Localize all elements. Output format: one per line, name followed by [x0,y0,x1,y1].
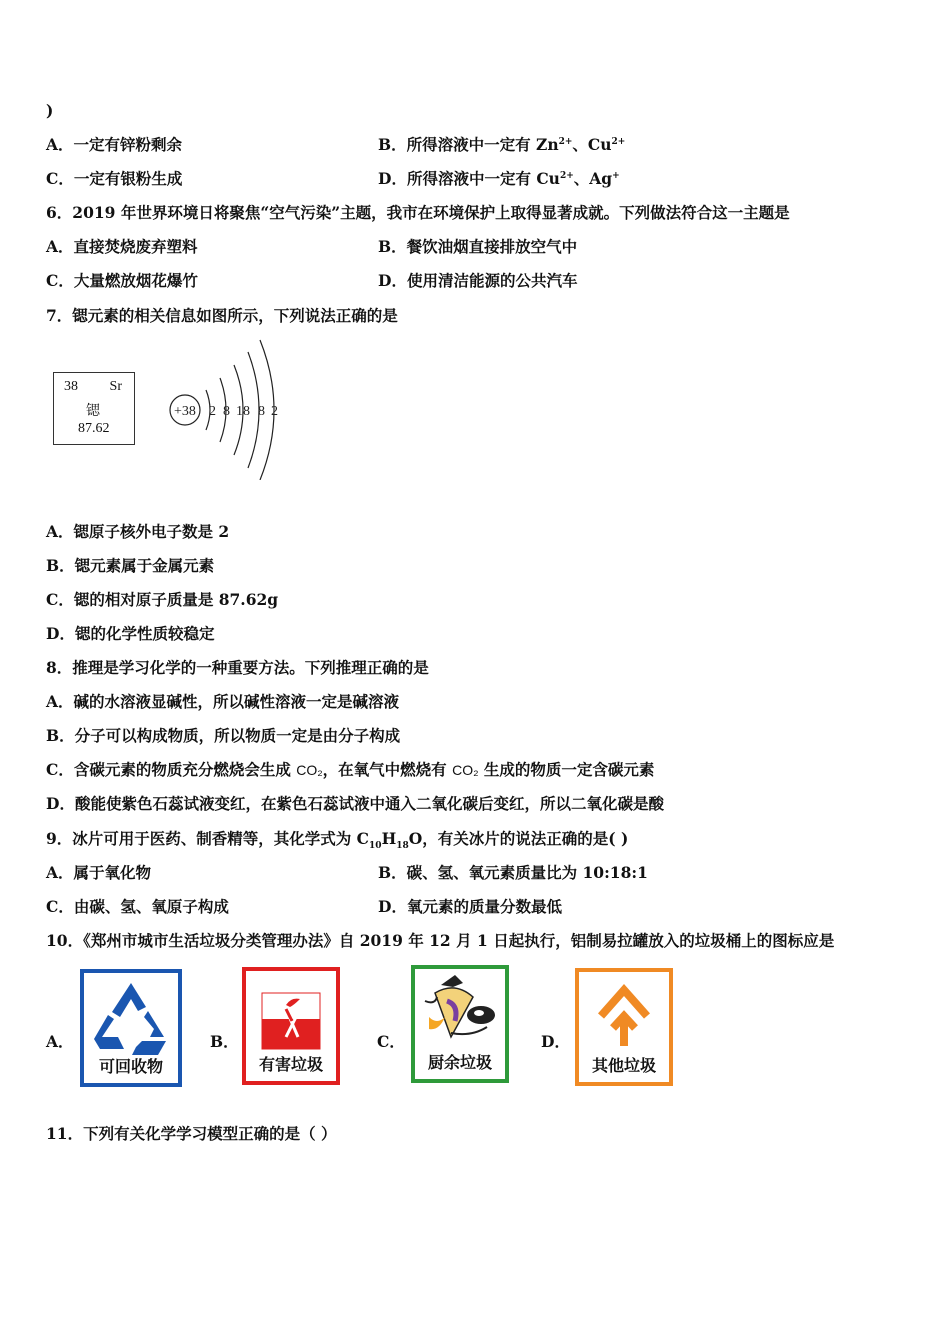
q8-option-a: A．碱的水溶液显碱性，所以碱性溶液一定是碱溶液 [46,692,400,711]
other-waste-bin-icon [575,968,673,1086]
nucleus-charge: +38 [174,404,196,419]
q10-option-a-label: A． [46,1032,74,1051]
q10-option-d-label: D． [541,1032,570,1051]
q9-option-c: C．由碳、氢、氧原子构成 [46,897,229,916]
q5-paren: ) [46,101,54,120]
q6-stem: 6．2019 年世界环境日将聚焦“空气污染”主题，我市在环境保护上取得显著成就。下列做法符合这一主题是 [46,203,790,222]
shell-electrons-3: 18 [236,404,250,419]
q8-stem: 8．推理是学习化学的一种重要方法。下列推理正确的是 [46,658,429,677]
q6-option-b: B．餐饮油烟直接排放空气中 [378,237,578,256]
q6-option-c: C．大量燃放烟花爆竹 [46,271,198,290]
q7-option-c: C．锶的相对原子质量是 87.62g [46,590,279,609]
q8-option-c: C．含碳元素的物质充分燃烧会生成 CO₂，在氧气中燃烧有 CO₂ 生成的物质一定含碳元素 [46,760,655,779]
atom-structure-diagram [166,335,296,480]
recyclable-caption: 可回收物 [98,1057,163,1076]
food-waste-icon [415,971,505,1053]
kitchen-waste-caption: 厨余垃圾 [427,1053,492,1072]
shell-electrons-4: 8 [258,404,265,419]
q7-option-b: B．锶元素属于金属元素 [46,556,215,575]
hazardous-caption: 有害垃圾 [258,1055,323,1074]
q5-option-d: D．所得溶液中一定有 $Cu^{2+}$、Ag+ [378,169,620,188]
hazard-icon [246,975,336,1055]
q5-option-c: C．一定有银粉生成 [46,169,183,188]
atomic-mass: 87.62 [78,421,110,436]
hazardous-bin-icon [242,967,340,1085]
other-waste-icon [579,974,669,1056]
q11-stem: 11．下列有关化学学习模型正确的是（ ） [46,1124,337,1143]
q8-option-d: D．酸能使紫色石蕊试液变红，在紫色石蕊试液中通入二氧化碳后变红，所以二氧化碳是酸 [46,794,664,813]
shell-electrons-1: 2 [209,404,216,419]
element-symbol: Sr [109,379,122,394]
q10-option-b-label: B． [210,1032,239,1051]
q10-option-c-label: C． [377,1032,405,1051]
kitchen-waste-bin-icon [411,965,509,1083]
q7-option-d: D．锶的化学性质较稳定 [46,624,215,643]
shell-electrons-5: 2 [271,404,278,419]
q7-stem: 7．锶元素的相关信息如图所示，下列说法正确的是 [46,306,398,325]
q8-option-b: B．分子可以构成物质，所以物质一定是由分子构成 [46,726,401,745]
q6-option-a: A．直接焚烧废弃塑料 [46,237,198,256]
q7-option-a: A．锶原子核外电子数是 2 [46,522,230,541]
q5-option-a: A．一定有锌粉剩余 [46,135,183,154]
q9-option-d: D．氧元素的质量分数最低 [378,897,562,916]
q10-stem: 10．《郑州市城市生活垃圾分类管理办法》自 2019 年 12 月 1 日起执行，铝制易拉罐放入的垃圾桶上的图标应是 [46,931,835,950]
q9-option-b: B．碳、氢、氧元素质量比为 10:18:1 [378,863,648,882]
other-waste-caption: 其他垃圾 [591,1056,656,1075]
atomic-number: 38 [64,379,78,394]
element-card [53,372,135,445]
recycle-icon [84,977,178,1062]
q6-option-d: D．使用清洁能源的公共汽车 [378,271,578,290]
q9-option-a: A．属于氧化物 [46,863,152,882]
recyclable-bin-icon [80,969,182,1087]
element-name: 锶 [86,404,100,419]
q9-stem: 9．冰片可用于医药、制香精等，其化学式为 $C_{10}H_{18}O$，有关冰片的说法正确的是( ) [46,829,629,852]
q5-option-b: B．所得溶液中一定有 $Zn^{2+}$、$Cu^{2+}$ [378,135,626,154]
shell-electrons-2: 8 [223,404,230,419]
